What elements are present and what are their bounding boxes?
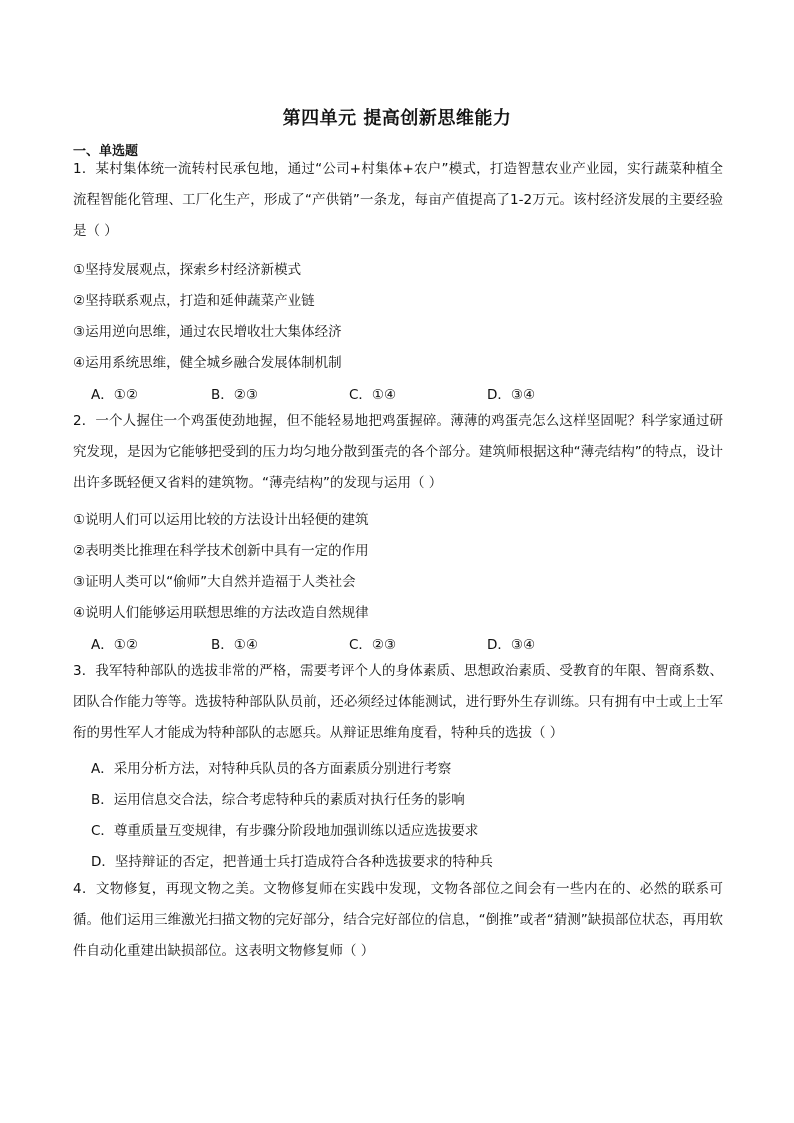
q1-item-1: ①坚持发展观点，探索乡村经济新模式 (73, 262, 302, 278)
q2-option-a[interactable]: A．①② (91, 637, 138, 653)
question-4-stem: 4．文物修复，再现文物之美。文物修复师在实践中发现，文物各部位之间会有一些内在的、必然的联系可循。他们运用三维激光扫描文物的完好部分，结合完好部位的信息，“倒推”或者“猜测”缺损部位状态，再用软件自动化重建出缺损部位。这表明文物修复师（ ） (73, 881, 723, 959)
q1-option-a[interactable]: A．①② (91, 387, 138, 403)
q1-item-4: ④运用系统思维，健全城乡融合发展体制机制 (73, 355, 342, 371)
q1-option-c[interactable]: C．①④ (349, 387, 397, 403)
page-title: 第四单元 提高创新思维能力 (282, 108, 512, 129)
q1-option-d[interactable]: D．③④ (487, 387, 536, 403)
q2-item-1: ①说明人们可以运用比较的方法设计出轻便的建筑 (73, 512, 369, 528)
q2-option-b[interactable]: B．①④ (211, 637, 258, 653)
question-1-stem: 1．某村集体统一流转村民承包地，通过“公司+村集体+农户”模式，打造智慧农业产业园，实行蔬菜种植全流程智能化管理、工厂化生产，形成了“产供销”一条龙，每亩产值提高了1-2万元。该村经济发展的主要经验是（ ） (73, 161, 723, 239)
section-heading: 一、单选题 (73, 144, 139, 159)
q1-item-2: ②坚持联系观点，打造和延伸蔬菜产业链 (73, 293, 315, 309)
q3-option-d[interactable]: D．坚持辩证的否定，把普通士兵打造成符合各种选拔要求的特种兵 (91, 854, 493, 870)
question-2-stem: 2．一个人握住一个鸡蛋使劲地握，但不能轻易地把鸡蛋握碎。薄薄的鸡蛋壳怎么这样坚固呢？科学家通过研究发现，是因为它能够把受到的压力均匀地分散到蛋壳的各个部分。建筑师根据这种“薄壳结构”的特点，设计出许多既轻便又省料的建筑物。“薄壳结构”的发现与运用（ ） (73, 413, 723, 491)
question-3-stem: 3．我军特种部队的选拔非常的严格，需要考评个人的身体素质、思想政治素质、受教育的年限、智商系数、团队合作能力等等。选拔特种部队队员前，还必须经过体能测试，进行野外生存训练。只有拥有中士或上士军衔的男性军人才能成为特种部队的志愿兵。从辩证思维角度看，特种兵的选拔（ ） (73, 663, 723, 741)
q2-item-2: ②表明类比推理在科学技术创新中具有一定的作用 (73, 543, 369, 559)
q2-item-3: ③证明人类可以“偷师”大自然并造福于人类社会 (73, 574, 356, 590)
q2-option-d[interactable]: D．③④ (487, 637, 536, 653)
q2-option-c[interactable]: C．②③ (349, 637, 397, 653)
q1-option-b[interactable]: B．②③ (211, 387, 258, 403)
q2-item-4: ④说明人们能够运用联想思维的方法改造自然规律 (73, 605, 369, 621)
q3-option-c[interactable]: C．尊重质量互变规律，有步骤分阶段地加强训练以适应选拔要求 (91, 823, 479, 839)
q3-option-b[interactable]: B．运用信息交合法，综合考虑特种兵的素质对执行任务的影响 (91, 792, 465, 808)
q3-option-a[interactable]: A．采用分析方法，对特种兵队员的各方面素质分别进行考察 (91, 761, 452, 777)
q1-item-3: ③运用逆向思维，通过农民增收壮大集体经济 (73, 324, 342, 340)
